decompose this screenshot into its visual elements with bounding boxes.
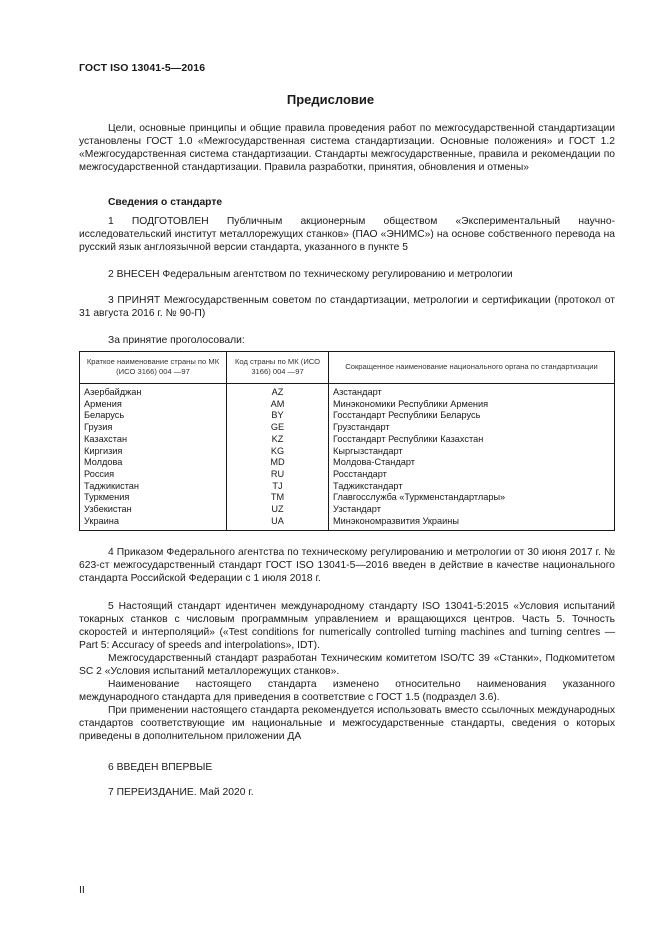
item-6 [79, 761, 615, 774]
country-code-cell: AM [227, 399, 329, 411]
country-name-cell: Туркмения [80, 492, 227, 504]
table-row [80, 516, 615, 531]
header-standards-body: Сокращенное наименование национального органа по стандартизации [329, 352, 615, 384]
standards-body-cell: Молдова-Стандарт [329, 457, 615, 469]
country-name-cell: Россия [80, 469, 227, 481]
item-1-text: 1 ПОДГОТОВЛЕН Публичным акционерным обществом «Экспериментальный научно-исследовательский институт металлорежущих станков» (ПАО «ЭНИМС») на основе собственного перевода на русский язык англоязычной версии стандарта, указанного в пункте 5 [79, 216, 615, 253]
country-code-cell: AZ [227, 384, 329, 399]
standards-body-cell: Грузстандарт [329, 422, 615, 434]
item-7-text: 7 ПЕРЕИЗДАНИЕ. Май 2020 г. [108, 787, 254, 798]
item-2 [79, 268, 615, 281]
countries-table [79, 351, 615, 531]
table-body [80, 384, 615, 531]
table-row [80, 399, 615, 411]
country-name-cell: Узбекистан [80, 504, 227, 516]
country-code-cell: MD [227, 457, 329, 469]
standards-body-cell: Таджикстандарт [329, 481, 615, 493]
standards-body-cell: Главгосслужба «Туркменстандартлары» [329, 492, 615, 504]
page-title: Предисловие [286, 92, 375, 107]
document-id-header: ГОСТ ISO 13041-5—2016 [79, 62, 206, 74]
table-row [80, 434, 615, 446]
intro-text: Цели, основные принципы и общие правила проведения работ по межгосударственной стандартизации установлены ГОСТ 1.0 «Межгосударственная система стандартизации. Основные положения» и ГОСТ 1.2 «Межгосударственная система стандартизации. Стандарты межгосударственные, правила и рекомендации по межгосударственной стандартизации. Правила разработки, принятия, обновления и отмены» [79, 123, 615, 173]
country-code-cell: BY [227, 410, 329, 422]
standards-body-cell: Росстандарт [329, 469, 615, 481]
item-4-text: 4 Приказом Федерального агентства по техническому регулированию и метрологии от 30 июня 2017 г. № 623-ст межгосударственный стандарт ГОСТ ISO 13041-5—2016 введен в действие в качестве национального стандарта Российской Федерации с 1 июля 2018 г. [79, 547, 615, 584]
country-code-cell: TM [227, 492, 329, 504]
table-row [80, 422, 615, 434]
country-code-cell: TJ [227, 481, 329, 493]
section-heading-text: Сведения о стандарте [108, 197, 223, 208]
country-name-cell: Украина [80, 516, 227, 531]
country-name-cell: Азербайджан [80, 384, 227, 399]
item-3-text: 3 ПРИНЯТ Межгосударственным советом по стандартизации, метрологии и сертификации (протокол от 31 августа 2016 г. № 90-П) [79, 295, 615, 319]
table-row [80, 481, 615, 493]
table-row [80, 504, 615, 516]
intro-paragraph [79, 122, 615, 174]
item-5-text-1: 5 Настоящий стандарт идентичен международному стандарту ISO 13041-5:2015 «Условия испытаний токарных станков с числовым программным управлением и вращающихся центров. Часть 5. Точность скоростей и интерполяций» («Test conditions for numerically controlled turning machines and turning centres — Part 5: Accuracy of speeds and interpolations», IDT). [79, 601, 615, 651]
standards-body-cell: Минэкономразвития Украины [329, 516, 615, 531]
item-7 [79, 786, 615, 799]
country-name-cell: Грузия [80, 422, 227, 434]
header-country-code: Код страны по МК (ИСО 3166) 004 —97 [227, 352, 329, 384]
item-1 [79, 215, 615, 254]
table-row [80, 469, 615, 481]
country-name-cell: Казахстан [80, 434, 227, 446]
table-row [80, 457, 615, 469]
voted-label-text: За принятие проголосовали: [108, 335, 245, 346]
country-code-cell: KZ [227, 434, 329, 446]
country-name-cell: Молдова [80, 457, 227, 469]
item-5-text-4: При применении настоящего стандарта рекомендуется использовать вместо ссылочных международных стандартов соответствующие им национальные и межгосударственные стандарты, сведения о которых приведены в дополнительном приложении ДА [79, 705, 615, 742]
item-6-text: 6 ВВЕДЕН ВПЕРВЫЕ [108, 762, 213, 773]
item-3 [79, 294, 615, 320]
country-code-cell: GE [227, 422, 329, 434]
country-code-cell: KG [227, 446, 329, 458]
item-5 [79, 600, 615, 743]
standards-body-cell: Азстандарт [329, 384, 615, 399]
country-code-cell: UA [227, 516, 329, 531]
country-code-cell: RU [227, 469, 329, 481]
country-name-cell: Киргизия [80, 446, 227, 458]
standards-body-cell: Узстандарт [329, 504, 615, 516]
table-row [80, 410, 615, 422]
item-5-text-3: Наименование настоящего стандарта изменено относительно наименования указанного международного стандарта для приведения в соответствие с ГОСТ 1.5 (подраздел 3.6). [79, 679, 615, 703]
standards-body-cell: Госстандарт Республики Беларусь [329, 410, 615, 422]
table-header-row [80, 352, 615, 384]
table-row [80, 446, 615, 458]
table-row [80, 492, 615, 504]
table-row [80, 384, 615, 399]
item-5-text-2: Межгосударственный стандарт разработан Техническим комитетом ISO/TC 39 «Станки», Подкомитетом SC 2 «Условия испытаний металлорежущих станков». [79, 653, 615, 677]
country-name-cell: Таджикистан [80, 481, 227, 493]
standards-body-cell: Госстандарт Республики Казахстан [329, 434, 615, 446]
country-name-cell: Армения [80, 399, 227, 411]
country-name-cell: Беларусь [80, 410, 227, 422]
page-number: II [79, 884, 85, 896]
header-country-name: Краткое наименование страны по МК (ИСО 3166) 004 —97 [80, 352, 227, 384]
voted-label [79, 334, 615, 347]
section-heading [79, 196, 615, 209]
standards-body-cell: Кыргызстандарт [329, 446, 615, 458]
item-2-text: 2 ВНЕСЕН Федеральным агентством по техническому регулированию и метрологии [108, 269, 513, 280]
standards-body-cell: Минэкономики Республики Армения [329, 399, 615, 411]
item-4 [79, 546, 615, 585]
country-code-cell: UZ [227, 504, 329, 516]
